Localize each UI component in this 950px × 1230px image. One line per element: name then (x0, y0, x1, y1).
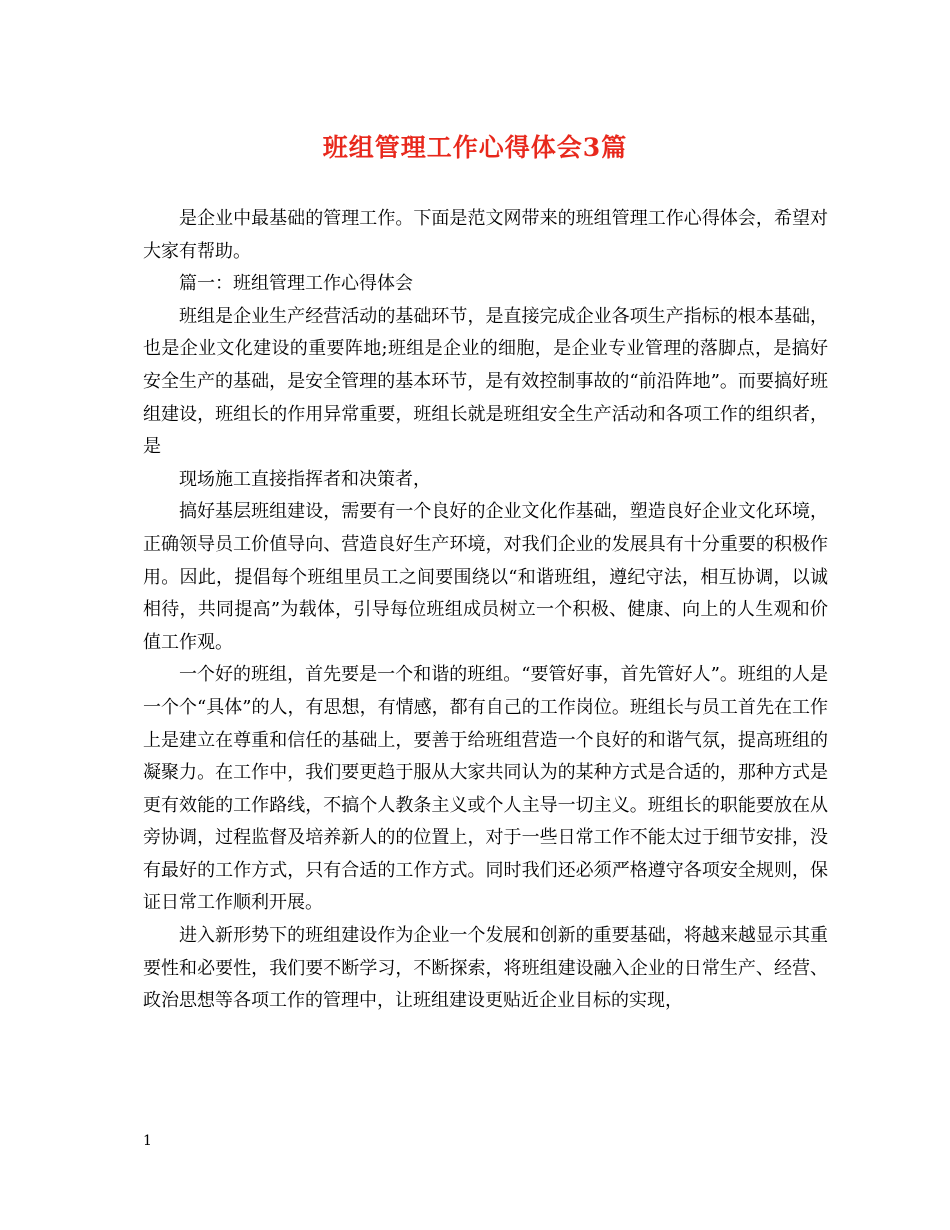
page-number: 1 (143, 1133, 152, 1149)
body-paragraph: 进入新形势下的班组建设作为企业一个发展和创新的重要基础，将越来越显示其重要性和必要性，我们要不断学习，不断探索，将班组建设融入企业的日常生产、经营、政治思想等各项工作的管理中，让班组建设更贴近企业目标的实现， (143, 925, 828, 1012)
document-body (143, 203, 828, 1018)
body-paragraph: 现场施工直接指挥者和决策者， (179, 468, 431, 490)
body-paragraph: 搞好基层班组建设，需要有一个良好的企业文化作基础，塑造良好企业文化环境，正确领导员工价值导向、营造良好生产环境，对我们企业的发展具有十分重要的积极作用。因此，提倡每个班组里员工之间要围绕以“和谐班组，遵纪守法，相互协调，以诚相待，共同提高”为载体，引导每位班组成员树立一个积极、健康、向上的人生观和价值工作观。 (143, 501, 828, 653)
body-paragraph: 班组是企业生产经营活动的基础环节，是直接完成企业各项生产指标的根本基础，也是企业文化建设的重要阵地;班组是企业的细胞，是企业专业管理的落脚点，是搞好安全生产的基础，是安全管理的基本环节，是有效控制事故的“前沿阵地”。而要搞好班组建设，班组长的作用异常重要，班组长就是班组安全生产活动和各项工作的组织者，是 (143, 305, 828, 458)
intro-paragraph: 是企业中最基础的管理工作。下面是范文网带来的班组管理工作心得体会，希望对大家有帮助。 (143, 208, 828, 262)
document-title: 班组管理工作心得体会3篇 (322, 133, 628, 162)
body-paragraph: 一个好的班组，首先要是一个和谐的班组。“要管好事，首先管好人”。班组的人是一个个“具体”的人，有思想，有情感，都有自己的工作岗位。班组长与员工首先在工作上是建立在尊重和信任的基础上，要善于给班组营造一个良好的和谐气氛，提高班组的凝聚力。在工作中，我们要更趋于服从大家共同认为的某种方式是合适的，那种方式是更有效能的工作路线，不搞个人教条主义或个人主导一切主义。班组长的职能要放在从旁协调，过程监督及培养新人的的位置上，对于一些日常工作不能太过于细节安排，没有最好的工作方式，只有合适的工作方式。同时我们还必须严格遵守各项安全规则，保证日常工作顺利开展。 (143, 664, 828, 914)
section-heading: 篇一：班组管理工作心得体会 (179, 273, 413, 295)
